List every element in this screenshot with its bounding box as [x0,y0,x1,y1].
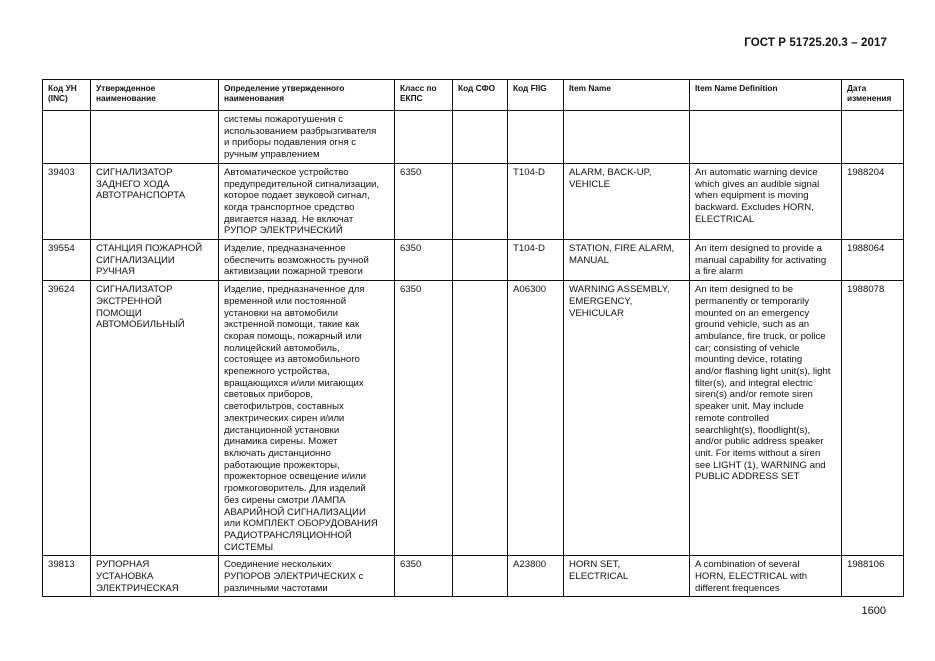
cell-item-name: ALARM, BACK-UP, VEHICLE [564,163,690,239]
cell-fiig: T104-D [508,163,564,239]
cell-inc: 39624 [43,281,91,556]
cell-item-name: WARNING ASSEMBLY, EMERGENCY, VEHICULAR [564,281,690,556]
col-header-approved-name: Утвержденное наименование [91,80,219,111]
cell-sfo [453,111,508,164]
cell-sfo [453,163,508,239]
cell-item-name: STATION, FIRE ALARM, MANUAL [564,240,690,281]
cell-item-name [564,111,690,164]
cell-definition: Изделие, предназначенное обеспечить возможность ручной активизации пожарной тревоги [219,240,395,281]
col-header-date: Дата изменения [842,80,904,111]
col-header-fiig: Код FIIG [508,80,564,111]
cell-item-def [690,111,842,164]
cell-definition: Изделие, предназначенное для временной или постоянной установки на автомобили экстренной помощи, такие как скорая помощь, пожарный или полицейский автомобиль, состоящее из автомобильного крепежного устройства, вращающихся и/или мигающих световых приборов, светофильтров, составных электрических сирен и/или дистанционной установки динамика сирены. Может включать дистанционно работающие прожекторы, прожекторное освещение и/или громкоговоритель. Для изделий без сирены смотри ЛАМПА АВАРИЙНОЙ СИГНАЛИЗАЦИИ или КОМПЛЕКТ ОБОРУДОВАНИЯ РАДИОТРАНСЛЯЦИОННОЙ СИСТЕМЫ [219,281,395,556]
table-row [43,111,904,164]
cell-item-def: A combination of several HORN, ELECTRICAL with different frequences [690,556,842,597]
cell-item-def: An automatic warning device which gives an audible signal when equipment is moving backward. Excludes HORN, ELECTRICAL [690,163,842,239]
col-header-class: Класс по ЕКПС [395,80,453,111]
cell-class [395,111,453,164]
cell-date: 1988064 [842,240,904,281]
cell-definition: системы пожаротушения с использованием разбрызгивателя и приборы подавления огня с ручным управлением [219,111,395,164]
cell-date [842,111,904,164]
cell-name: РУПОРНАЯ УСТАНОВКА ЭЛЕКТРИЧЕСКАЯ [91,556,219,597]
cell-inc: 39403 [43,163,91,239]
cell-fiig: A23800 [508,556,564,597]
col-header-definition: Определение утвержденного наименования [219,80,395,111]
table-row [43,556,904,597]
cell-date: 1988078 [842,281,904,556]
cell-class: 6350 [395,240,453,281]
col-header-inc: Код УН (INC) [43,80,91,111]
cell-item-def: An item designed to be permanently or temporarily mounted on an emergency ground vehicle, such as an ambulance, fire truck, or police car; consisting of vehicle mounting device, rotating and/or flashing light unit(s), light filter(s), and integral electric siren(s) and/or remote siren speaker unit. May include remote controlled searchlight(s), floodlight(s), and/or public address speaker unit. For items without a siren see LIGHT (1), WARNING and PUBLIC ADDRESS SET [690,281,842,556]
table-row [43,281,904,556]
cell-sfo [453,240,508,281]
cell-fiig [508,111,564,164]
document-code: ГОСТ Р 51725.20.3 – 2017 [744,37,887,49]
cell-inc: 39554 [43,240,91,281]
table-row [43,163,904,239]
cell-item-name: HORN SET, ELECTRICAL [564,556,690,597]
item-names-table [42,79,904,597]
cell-name: СИГНАЛИЗАТОР ЗАДНЕГО ХОДА АВТОТРАНСПОРТА [91,163,219,239]
cell-item-def: An item designed to provide a manual capability for activating a fire alarm [690,240,842,281]
table-row [43,240,904,281]
cell-name [91,111,219,164]
col-header-item-def: Item Name Definition [690,80,842,111]
cell-class: 6350 [395,556,453,597]
cell-name: СТАНЦИЯ ПОЖАРНОЙ СИГНАЛИЗАЦИИ РУЧНАЯ [91,240,219,281]
table-header-row [43,80,904,111]
cell-definition: Автоматическое устройство предупредительной сигнализации, которое подает звуковой сигнал, когда транспортное средство двигается назад. Не включат РУПОР ЭЛЕКТРИЧЕСКИЙ [219,163,395,239]
col-header-sfo: Код СФО [453,80,508,111]
cell-inc [43,111,91,164]
cell-class: 6350 [395,281,453,556]
col-header-item-name: Item Name [564,80,690,111]
cell-date: 1988106 [842,556,904,597]
cell-definition: Соединение нескольких РУПОРОВ ЭЛЕКТРИЧЕСКИХ с различными частотами [219,556,395,597]
cell-date: 1988204 [842,163,904,239]
cell-sfo [453,281,508,556]
cell-fiig: A06300 [508,281,564,556]
cell-name: СИГНАЛИЗАТОР ЭКСТРЕННОЙ ПОМОЩИ АВТОМОБИЛЬНЫЙ [91,281,219,556]
page-number: 1600 [861,605,886,617]
cell-class: 6350 [395,163,453,239]
cell-inc: 39813 [43,556,91,597]
cell-fiig: T104-D [508,240,564,281]
cell-sfo [453,556,508,597]
